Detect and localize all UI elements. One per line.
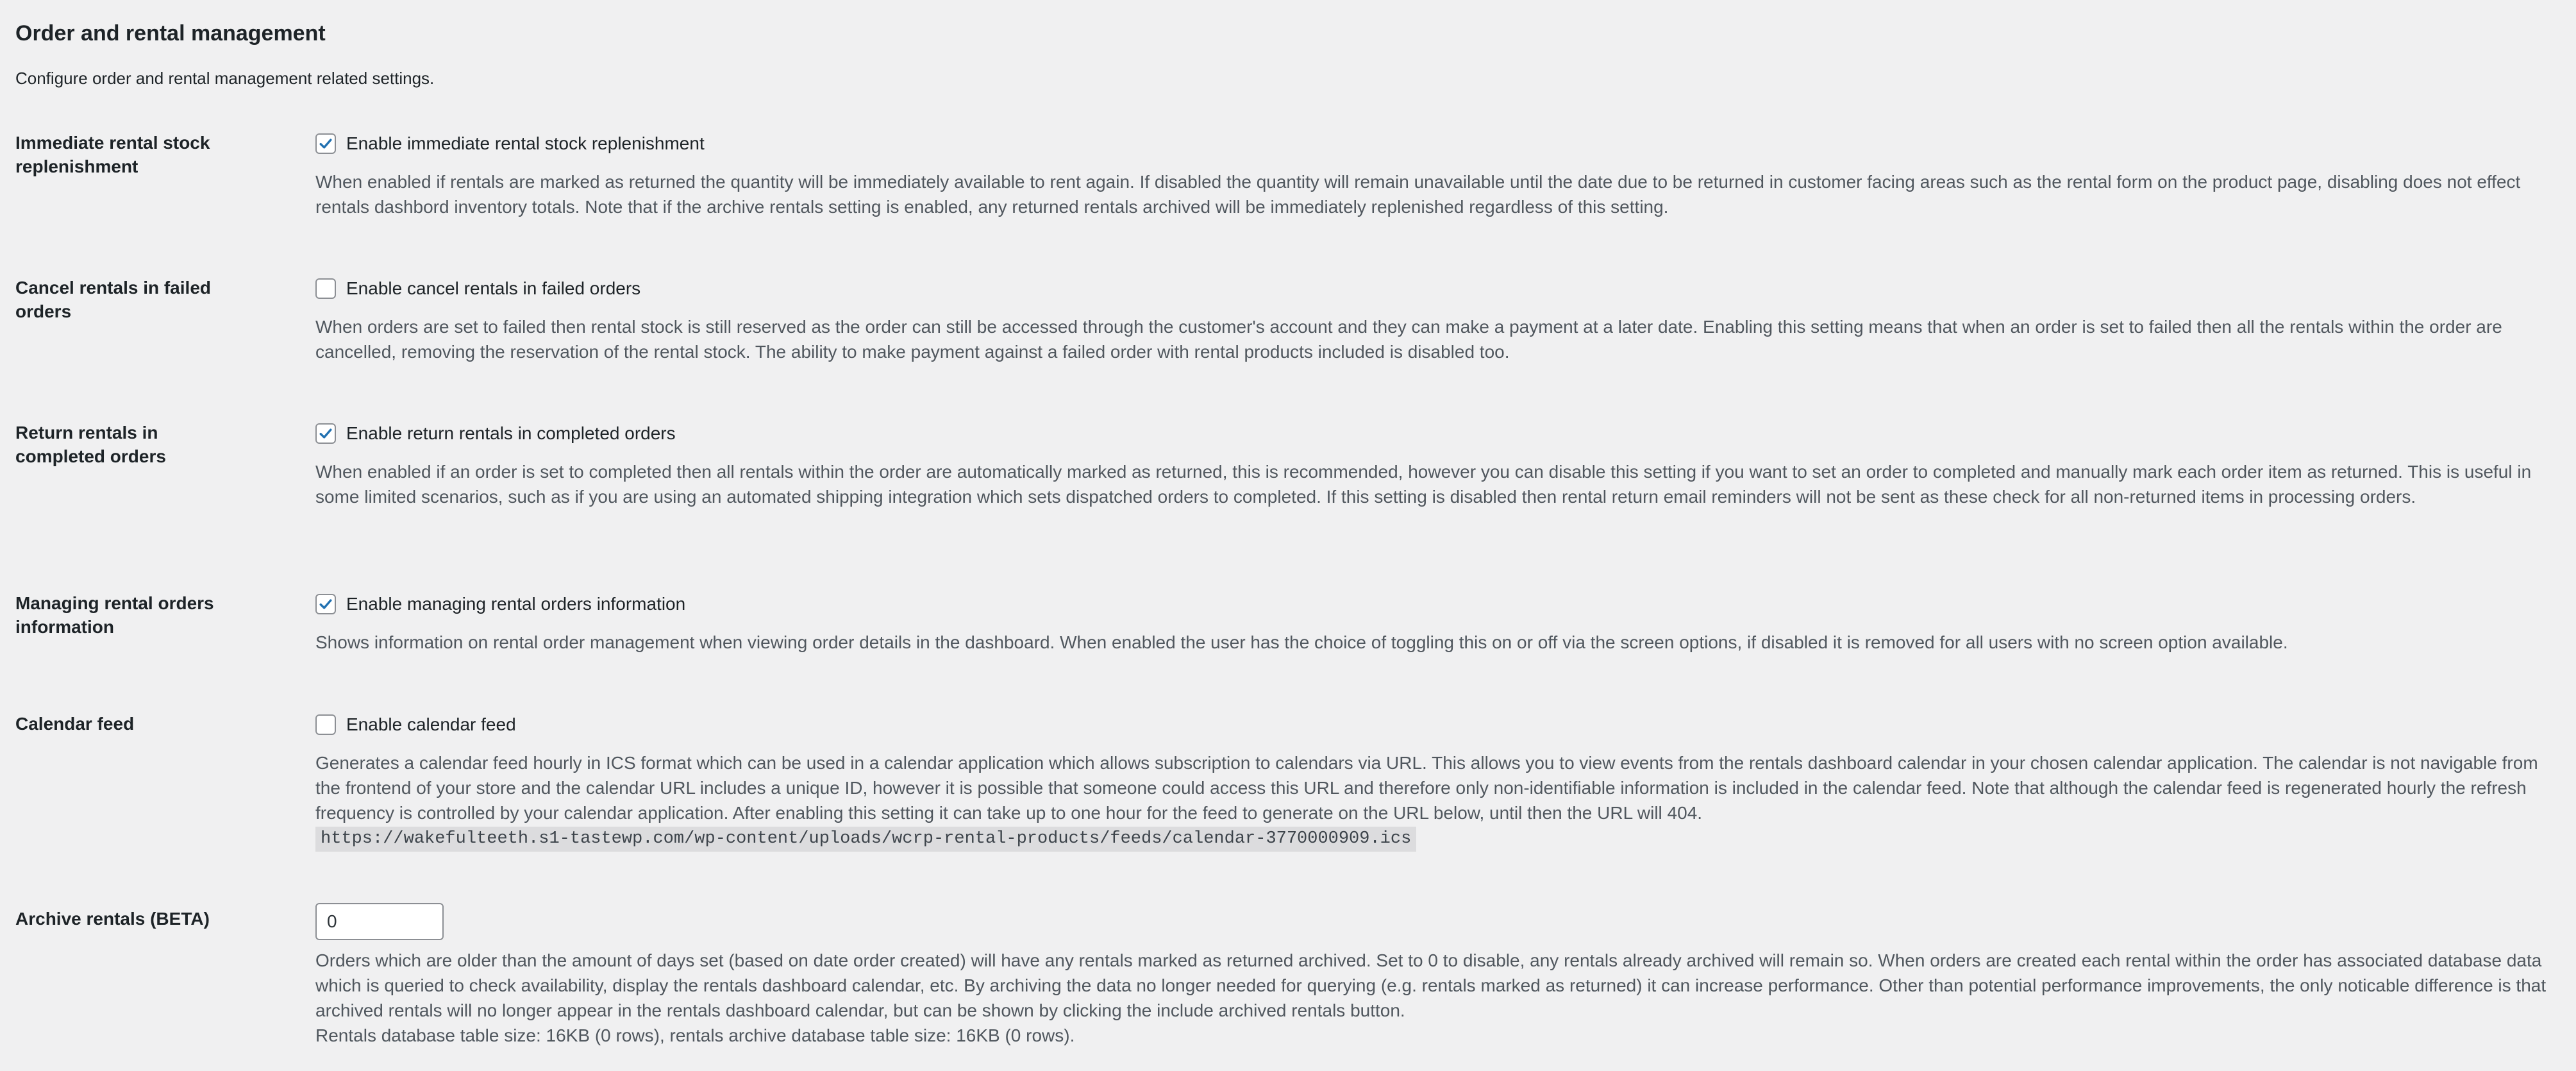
checkmark-icon: [317, 425, 334, 442]
table-size-info: Rentals database table size: 16KB (0 rows), rentals archive database table size: 16KB (0 rows).: [315, 1025, 1075, 1045]
setting-description: When enabled if an order is set to completed then all rentals within the order are automatically marked as returned, this is recommended, however you can disable this setting if you want to set an order to completed and manually mark each order item as returned. This is useful in some limited scenarios, such as if you are using an automated shipping integration which sets dispatched orders to completed. If this setting is disabled then rental return email reminders will not be sent as these check for all non-returned items in processing orders.: [315, 462, 2532, 507]
setting-description: Generates a calendar feed hourly in ICS format which can be used in a calendar application which allows subscription to calendars via URL. This allows you to view events from the rentals dashboard calendar in your chosen calendar application. The calendar is not navigable from the frontend of your store and the calendar URL includes a unique ID, however it is possible that someone could access this URL and therefore only non-identifiable information is included in the calendar feed. Note that although the calendar feed is regenerated hourly the refresh frequency is controlled by your calendar application. After enabling this setting it can take up to one hour for the feed to generate on the URL below, until then the URL will 404.: [315, 753, 2538, 823]
return-completed-checkbox[interactable]: [315, 423, 336, 444]
checkmark-icon: [317, 596, 334, 612]
checkbox-label: Enable calendar feed: [346, 714, 516, 734]
setting-description: When orders are set to failed then rental stock is still reserved as the order can still be accessed through the customer's account and they can make a payment at a later date. Enabling this setting means that when an order is set to failed then all the rentals within the order are cancelled, removing the reservation of the rental stock. The ability to make payment against a failed order with rental products included is disabled too.: [315, 317, 2502, 362]
archive-days-input[interactable]: [315, 903, 444, 940]
checkmark-icon: [317, 135, 334, 152]
setting-description: Orders which are older than the amount of days set (based on date order created) will have any rentals marked as returned archived. Set to 0 to disable, any rentals already archived will remain so. When orders are created each rental within the order has associated database data which is queried to check availability, display the rentals dashboard calendar, etc. By archiving the data no longer needed for querying (e.g. rentals marked as returned) it can increase performance. Other than potential performance improvements, the only noticable difference is that archived rentals will no longer appear in the rentals dashboard calendar, but can be shown by clicking the include archived rentals button.: [315, 950, 2547, 1020]
setting-description: Shows information on rental order management when viewing order details in the dashboard. When enabled the user has the choice of toggling this on or off via the screen options, if disabled it is removed for all users with no screen option available.: [315, 632, 2288, 652]
managing-orders-checkbox[interactable]: [315, 594, 336, 614]
checkbox-label: Enable cancel rentals in failed orders: [346, 278, 641, 298]
setting-field: [315, 131, 2559, 219]
page-title: Order and rental management: [15, 21, 326, 46]
setting-label: Archive rentals (BETA): [15, 909, 210, 929]
setting-field: [315, 712, 2559, 852]
cancel-failed-checkbox[interactable]: [315, 278, 336, 299]
immediate-replenishment-checkbox[interactable]: [315, 133, 336, 154]
calendar-feed-url[interactable]: https://wakefulteeth.s1-tastewp.com/wp-content/uploads/wcrp-rental-products/feeds/calendar-3770000909.ics: [315, 827, 1416, 852]
setting-label: Calendar feed: [15, 714, 135, 734]
checkbox-label: Enable return rentals in completed orders: [346, 423, 676, 443]
setting-label: Return rentals in completed orders: [15, 423, 166, 466]
managing-orders-checkbox-line[interactable]: [315, 591, 2559, 617]
section-intro: Configure order and rental management related settings.: [15, 69, 435, 88]
setting-label: Cancel rentals in failed orders: [15, 278, 211, 321]
setting-field: [315, 903, 2559, 1048]
setting-field: [315, 276, 2559, 364]
setting-field: [315, 421, 2559, 509]
immediate-replenishment-checkbox-line[interactable]: [315, 131, 2559, 156]
calendar-feed-checkbox[interactable]: [315, 714, 336, 735]
setting-label: Managing rental orders information: [15, 593, 214, 637]
checkbox-label: Enable managing rental orders information: [346, 594, 686, 614]
return-completed-checkbox-line[interactable]: [315, 421, 2559, 446]
setting-field: [315, 591, 2559, 655]
calendar-feed-checkbox-line[interactable]: [315, 712, 2559, 738]
checkbox-label: Enable immediate rental stock replenishment: [346, 133, 705, 153]
setting-label: Immediate rental stock replenishment: [15, 133, 210, 176]
cancel-failed-checkbox-line[interactable]: [315, 276, 2559, 301]
setting-description: When enabled if rentals are marked as returned the quantity will be immediately available to rent again. If disabled the quantity will remain unavailable until the date due to be returned in customer facing areas such as the rental form on the product page, disabling does not effect rentals dashbord inventory totals. Note that if the archive rentals setting is enabled, any returned rentals archived will be immediately replenished regardless of this setting.: [315, 172, 2521, 217]
